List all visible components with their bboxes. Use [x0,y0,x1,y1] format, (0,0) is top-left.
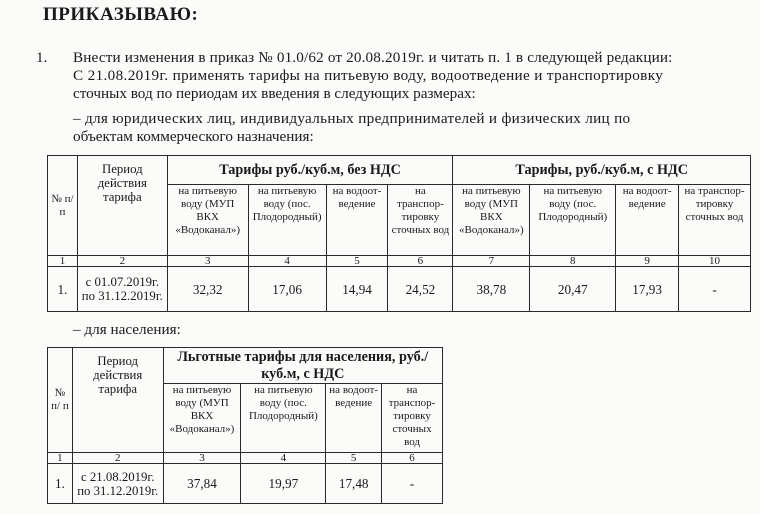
cell-value: 17,06 [248,267,326,312]
bullet-legal-entities-cont: объектам коммерческого назначения: [73,128,314,145]
cell-value: 32,32 [167,267,248,312]
col-header-period: Период действия тарифа [77,156,167,256]
sub-header-water-vodokanal-vat: на питьевую воду (МУП ВКХ «Водоканал») [453,185,530,256]
col-number: 5 [326,256,388,267]
cell-value: 19,97 [241,464,326,504]
sub-header-transport: на транспор-тировку сточных вод [382,384,443,453]
col-number: 5 [326,453,382,464]
paragraph-line-3: сточных вод по периодам их введения в следующих размерах: [73,85,476,102]
col-number: 8 [530,256,616,267]
row-number: 1. [48,464,73,504]
sub-header-water-vodokanal: на питьевую воду (МУП ВКХ «Водоканал») [167,185,248,256]
col-number: 6 [382,453,443,464]
cell-value: 37,84 [163,464,241,504]
tariff-table-population [47,347,443,504]
cell-value: 17,93 [616,267,679,312]
tariff-table-commercial [47,155,751,312]
col-header-no: № п/ п [48,348,73,453]
cell-value: 17,48 [326,464,382,504]
sub-header-water-plodorodny: на питьевую воду (пос. Плодородный) [248,185,326,256]
col-header-no: № п/ п [48,156,78,256]
paragraph-line-1: Внести изменения в приказ № 01.0/62 от 20.08.2019г. и читать п. 1 в следующей редакции: [73,49,673,66]
col-number: 2 [72,453,163,464]
sub-header-transport-vat: на транспор-тировку сточных вод [679,185,751,256]
col-number: 1 [48,453,73,464]
col-number: 2 [77,256,167,267]
sub-header-drainage: на водоот-ведение [326,384,382,453]
cell-value: - [382,464,443,504]
paragraph-line-2: С 21.08.2019г. применять тарифы на питьевую воду, водоотведение и транспортировку [73,67,664,84]
col-number: 9 [616,256,679,267]
group-header-vat: Тарифы, руб./куб.м, с НДС [453,156,751,185]
col-number: 4 [241,453,326,464]
col-number: 3 [163,453,241,464]
group-header-no-vat: Тарифы руб./куб.м, без НДС [167,156,453,185]
row-number: 1. [48,267,78,312]
bullet-population: – для населения: [73,321,181,338]
col-number: 6 [388,256,453,267]
col-number: 7 [453,256,530,267]
cell-value: - [679,267,751,312]
col-number: 1 [48,256,78,267]
heading: ПРИКАЗЫВАЮ: [43,4,199,25]
item-number: 1. [36,49,48,66]
group-header-preferential: Льготные тарифы для населения, руб./куб.м, с НДС [163,348,442,384]
sub-header-drainage: на водоот-ведение [326,185,388,256]
row-period: с 21.08.2019г. по 31.12.2019г. [72,464,163,504]
sub-header-transport: на транспор-тировку сточных вод [388,185,453,256]
cell-value: 38,78 [453,267,530,312]
col-number: 4 [248,256,326,267]
col-number: 3 [167,256,248,267]
sub-header-water-plodorodny: на питьевую воду (пос. Плодородный) [241,384,326,453]
cell-value: 14,94 [326,267,388,312]
sub-header-water-vodokanal: на питьевую воду (МУП ВКХ «Водоканал») [163,384,241,453]
row-period: с 01.07.2019г. по 31.12.2019г. [77,267,167,312]
col-number: 10 [679,256,751,267]
sub-header-water-plodorodny-vat: на питьевую воду (пос. Плодородный) [530,185,616,256]
sub-header-drainage-vat: на водоот-ведение [616,185,679,256]
col-header-period: Период действия тарифа [72,348,163,453]
cell-value: 20,47 [530,267,616,312]
bullet-legal-entities: – для юридических лиц, индивидуальных предпринимателей и физических лиц по [73,110,631,127]
cell-value: 24,52 [388,267,453,312]
